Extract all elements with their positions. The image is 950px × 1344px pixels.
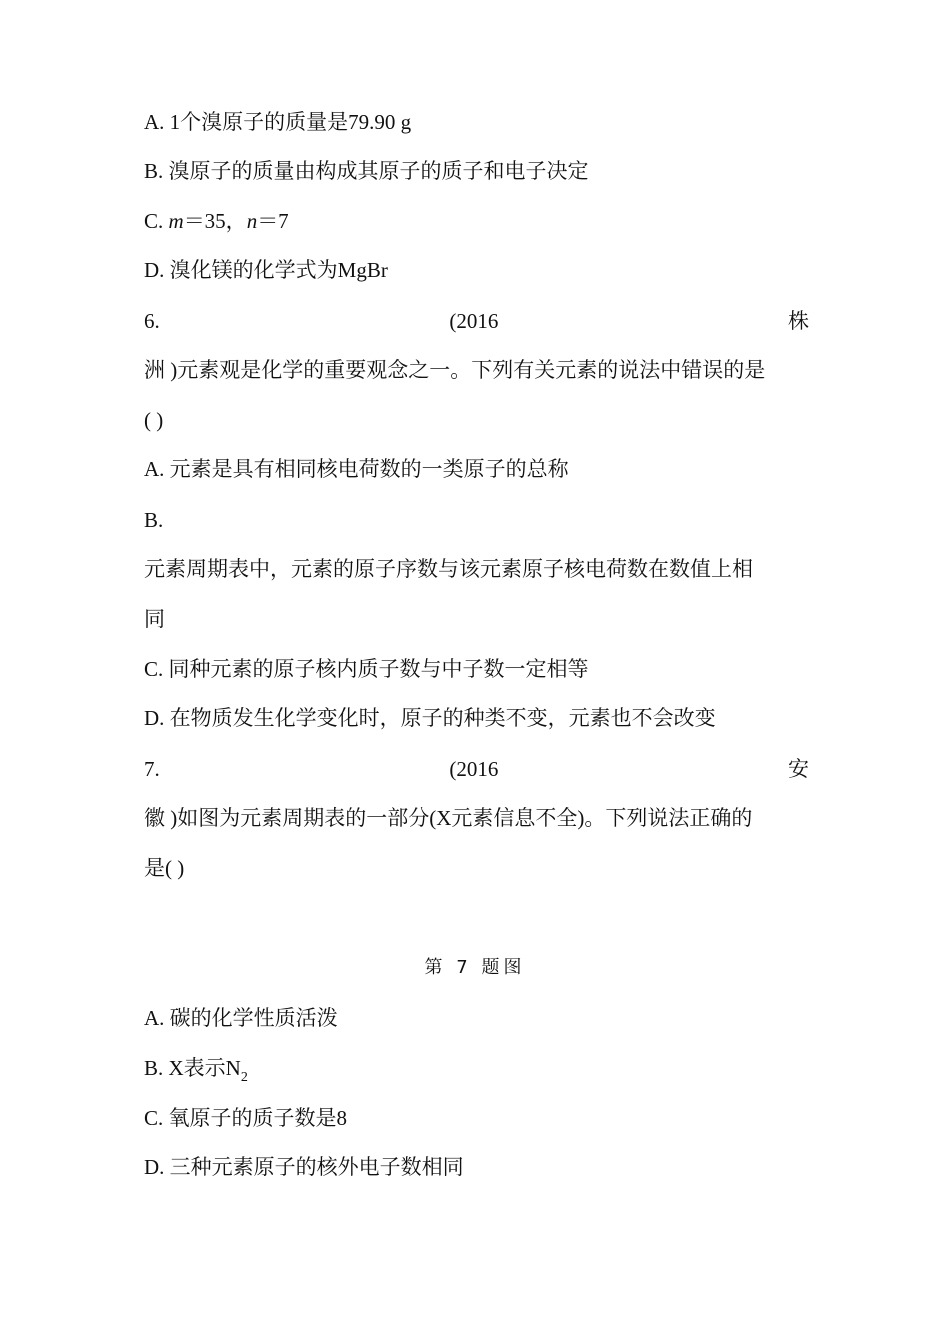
q6-place-char: 株 [788, 309, 809, 333]
q5-option-c-m: m [168, 209, 184, 233]
q7-option-c: C. 氧原子的质子数是8 [144, 1106, 348, 1130]
q6-year: (2016 [449, 309, 499, 333]
q7-year: (2016 [449, 757, 499, 781]
q7-stem-line1 [144, 755, 809, 783]
q7-figure-area [144, 895, 809, 945]
q5-option-c-n: n [246, 209, 258, 233]
q5-option-c [144, 207, 809, 235]
q7-option-b [144, 1054, 809, 1085]
q6-number: 6. [144, 309, 160, 333]
q7-number: 7. [144, 757, 160, 781]
q5-option-a: A. 1个溴原子的质量是79.90 g [144, 110, 412, 134]
q7-stem-line2: 徽 )如图为元素周期表的一部分(X元素信息不全)。下列说法正确的 [144, 806, 753, 830]
q7-option-a: A. 碳的化学性质活泼 [144, 1006, 338, 1030]
q6-option-b-line1: 元素周期表中，元素的原子序数与该元素原子核电荷数在数值上相 [144, 557, 753, 581]
q6-option-a: A. 元素是具有相同核电荷数的一类原子的总称 [144, 457, 569, 481]
q6-option-d: D. 在物质发生化学变化时，原子的种类不变，元素也不会改变 [144, 706, 716, 730]
q6-option-b-line2: 同 [144, 607, 165, 631]
q7-place-char: 安 [788, 757, 809, 781]
q5-option-c-mid1: ＝35， [183, 209, 247, 233]
q7-option-d: D. 三种元素原子的核外电子数相同 [144, 1155, 464, 1179]
q6-stem-line1 [144, 307, 809, 335]
q6-option-c: C. 同种元素的原子核内质子数与中子数一定相等 [144, 657, 589, 681]
q6-stem-line2: 洲 )元素观是化学的重要观念之一。下列有关元素的说法中错误的是 [144, 358, 766, 382]
q5-option-c-mid2: ＝7 [257, 209, 289, 233]
q6-stem-line3: ( ) [144, 408, 164, 432]
q7-figure-caption: 第 7 题图 [424, 957, 526, 978]
q7-option-b-prefix: B. X表示N [144, 1056, 241, 1080]
q7-stem-line3: 是( ) [144, 856, 185, 880]
q5-option-c-prefix: C. [144, 209, 169, 233]
q5-option-b: B. 溴原子的质量由构成其原子的质子和电子决定 [144, 159, 589, 183]
q5-option-d: D. 溴化镁的化学式为MgBr [144, 258, 388, 282]
q7-option-b-subscript: 2 [240, 1070, 248, 1085]
q6-option-b-label: B. [144, 508, 164, 532]
